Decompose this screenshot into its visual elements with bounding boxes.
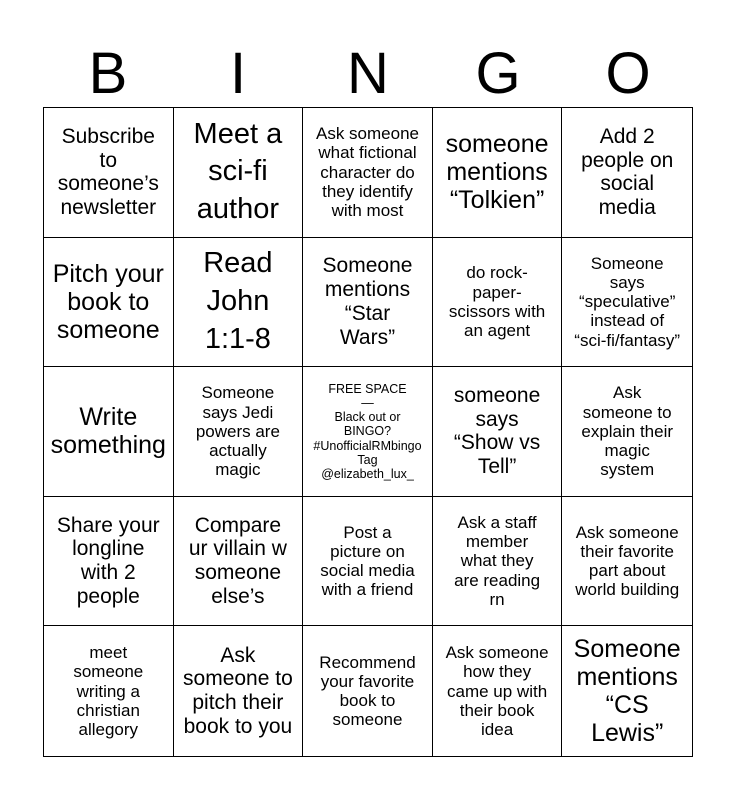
cell-text: Ask someone what fictional character do they identify with most	[315, 124, 419, 221]
cell-text: Subscribe to someone’s newsletter	[57, 124, 159, 220]
cell-text: do rock- paper- scissors with an agent	[448, 263, 546, 341]
cell-text: someone mentions “Tolkien”	[445, 129, 549, 215]
cell-text: Recommend your favorite book to someone	[319, 652, 416, 730]
bingo-cell-r2c5[interactable]	[562, 238, 692, 368]
bingo-cell-r5c3[interactable]	[303, 626, 433, 756]
bingo-cell-free-space[interactable]	[303, 367, 433, 497]
bingo-cell-r4c4[interactable]	[433, 497, 563, 627]
bingo-header	[43, 40, 693, 108]
cell-text: Meet a sci-fi author	[193, 117, 283, 226]
header-letter-i: I	[229, 41, 247, 106]
cell-text: Someone mentions “Star Wars”	[322, 254, 413, 349]
bingo-cell-r2c2[interactable]	[174, 238, 304, 368]
bingo-cell-r1c2[interactable]	[174, 108, 304, 238]
bingo-cell-r4c1[interactable]	[44, 497, 174, 627]
bingo-cell-r4c2[interactable]	[174, 497, 304, 627]
bingo-cell-r3c1[interactable]	[44, 367, 174, 497]
bingo-cell-r5c4[interactable]	[433, 626, 563, 756]
cell-text: meet someone writing a christian allegory	[73, 643, 144, 739]
bingo-cell-r1c5[interactable]	[562, 108, 692, 238]
header-letter-n: N	[347, 41, 389, 106]
bingo-cell-r2c1[interactable]	[44, 238, 174, 368]
cell-text: Someone says Jedi powers are actually magic	[195, 383, 280, 480]
bingo-cell-r3c5[interactable]	[562, 367, 692, 497]
cell-text: Ask someone to explain their magic system	[581, 383, 674, 480]
bingo-cell-r1c3[interactable]	[303, 108, 433, 238]
cell-text: Pitch your book to someone	[52, 259, 164, 345]
bingo-cell-r1c4[interactable]	[433, 108, 563, 238]
cell-text: Ask a staff member what they are reading rn	[454, 513, 541, 609]
cell-text: Add 2 people on social media	[581, 124, 674, 220]
bingo-cell-r4c3[interactable]	[303, 497, 433, 627]
cell-text: Compare ur villain w someone else’s	[188, 513, 287, 608]
cell-text: Ask someone to pitch their book to you	[183, 643, 293, 738]
bingo-cell-r5c5[interactable]	[562, 626, 692, 756]
cell-text: Someone mentions “CS Lewis”	[573, 634, 681, 748]
cell-text: Share your longline with 2 people	[56, 513, 160, 608]
bingo-cell-r3c4[interactable]	[433, 367, 563, 497]
bingo-cell-r5c2[interactable]	[174, 626, 304, 756]
free-space-text: FREE SPACE — Black out or BINGO? #UnofficialRMbingo Tag @elizabeth_lux_	[313, 382, 422, 481]
cell-text: Someone says “speculative” instead of “sci-fi/fantasy”	[574, 253, 681, 350]
bingo-cell-r2c4[interactable]	[433, 238, 563, 368]
bingo-cell-r5c1[interactable]	[44, 626, 174, 756]
bingo-cell-r1c1[interactable]	[44, 108, 174, 238]
header-letter-b: B	[88, 41, 128, 106]
bingo-board	[43, 107, 693, 757]
bingo-cell-r4c5[interactable]	[562, 497, 692, 627]
bingo-cell-r3c2[interactable]	[174, 367, 304, 497]
cell-text: Post a picture on social media with a friend	[320, 522, 415, 600]
cell-text: Ask someone how they came up with their book idea	[445, 643, 549, 739]
cell-text: Ask someone their favorite part about world building	[575, 522, 680, 600]
header-letter-g: G	[475, 41, 521, 106]
cell-text: someone says “Show vs Tell”	[453, 384, 541, 479]
cell-text: Read John 1:1-8	[203, 247, 273, 355]
header-letter-o: O	[605, 41, 651, 106]
cell-text: Write something	[50, 403, 166, 460]
bingo-cell-r2c3[interactable]	[303, 238, 433, 368]
